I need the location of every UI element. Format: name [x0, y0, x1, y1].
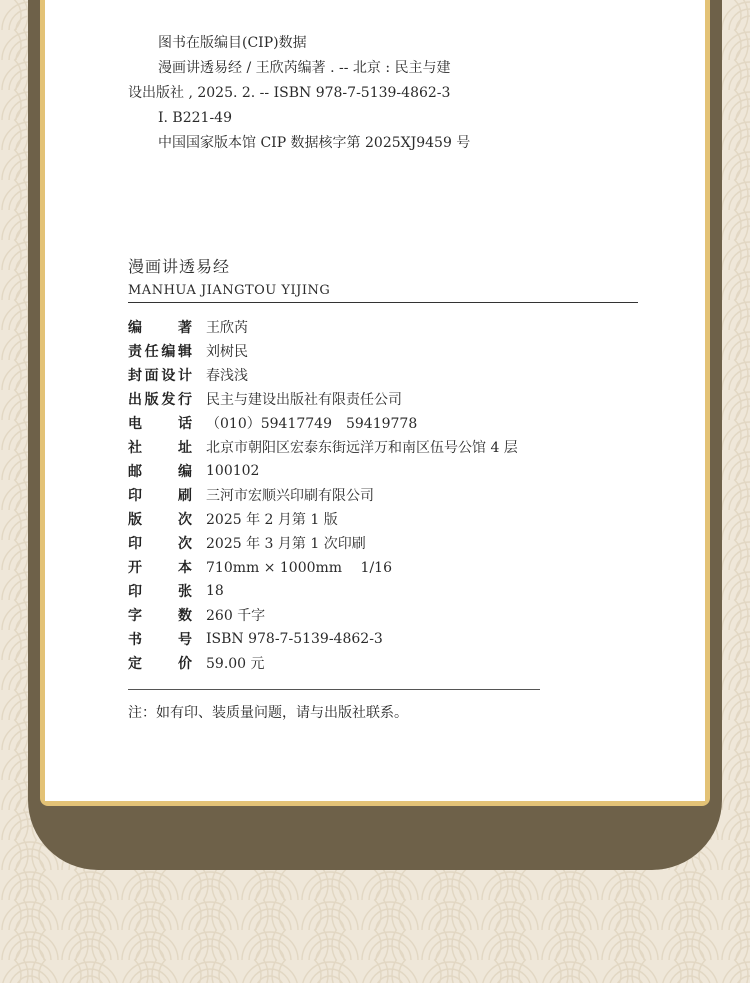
detail-label: 社址 [128, 440, 192, 456]
detail-value: 710mm × 1000mm 1/16 [206, 560, 392, 576]
detail-row-printing [128, 531, 518, 555]
detail-value: 王欣芮 [206, 320, 248, 336]
detail-row-publisher [128, 387, 518, 411]
detail-value: 刘树民 [206, 344, 248, 360]
detail-label: 出版发行 [128, 392, 192, 408]
detail-row-price [128, 651, 518, 675]
cip-heading: 图书在版编目(CIP)数据 [158, 35, 307, 51]
detail-value: ISBN 978-7-5139-4862-3 [206, 631, 383, 647]
cip-line-1: 漫画讲透易经 / 王欣芮编著 . -- 北京 : 民主与建 [158, 60, 451, 76]
detail-value: 2025 年 2 月第 1 版 [206, 512, 338, 528]
detail-row-address [128, 435, 518, 459]
detail-value: 北京市朝阳区宏泰东街远洋万和南区伍号公馆 4 层 [206, 440, 518, 456]
detail-row-responsible-editor [128, 339, 518, 363]
detail-label: 邮编 [128, 464, 192, 480]
book-title: 漫画讲透易经 [128, 257, 231, 276]
detail-value: （010）59417749 59419778 [206, 416, 418, 432]
detail-row-isbn [128, 627, 518, 651]
book-title-pinyin: MANHUA JIANGTOU YIJING [128, 283, 331, 298]
detail-value: 2025 年 3 月第 1 次印刷 [206, 536, 366, 552]
cip-line-4: 中国国家版本馆 CIP 数据核字第 2025XJ9459 号 [158, 135, 471, 151]
detail-label: 版次 [128, 512, 192, 528]
detail-row-cover-design [128, 363, 518, 387]
detail-value: 59.00 元 [206, 656, 265, 672]
detail-value: 三河市宏顺兴印刷有限公司 [206, 488, 374, 504]
detail-row-edition [128, 507, 518, 531]
divider-bottom [128, 689, 540, 690]
publication-details [128, 315, 518, 675]
detail-row-editor [128, 315, 518, 339]
detail-value: 260 千字 [206, 608, 266, 624]
detail-label: 印张 [128, 584, 192, 600]
detail-value: 民主与建设出版社有限责任公司 [206, 392, 402, 408]
detail-label: 封面设计 [128, 368, 192, 384]
cip-line-3: Ⅰ. B221-49 [158, 110, 232, 126]
detail-row-phone [128, 411, 518, 435]
detail-row-format [128, 555, 518, 579]
detail-label: 编著 [128, 320, 192, 336]
detail-label: 书号 [128, 632, 192, 648]
detail-label: 字数 [128, 608, 192, 624]
detail-row-sheets [128, 579, 518, 603]
quality-note: 注：如有印、装质量问题，请与出版社联系。 [128, 705, 408, 721]
detail-value: 100102 [206, 463, 260, 479]
detail-row-postcode [128, 459, 518, 483]
detail-label: 电话 [128, 416, 192, 432]
cip-block [128, 31, 488, 156]
detail-row-printer [128, 483, 518, 507]
divider-top [128, 302, 638, 303]
detail-label: 印次 [128, 536, 192, 552]
detail-label: 定价 [128, 656, 192, 672]
cip-line-2: 设出版社 , 2025. 2. -- ISBN 978-7-5139-4862-3 [128, 85, 451, 101]
detail-label: 开本 [128, 560, 192, 576]
detail-value: 春浅浅 [206, 368, 248, 384]
detail-row-word-count [128, 603, 518, 627]
detail-label: 印刷 [128, 488, 192, 504]
detail-value: 18 [206, 583, 224, 599]
detail-label: 责任编辑 [128, 344, 192, 360]
